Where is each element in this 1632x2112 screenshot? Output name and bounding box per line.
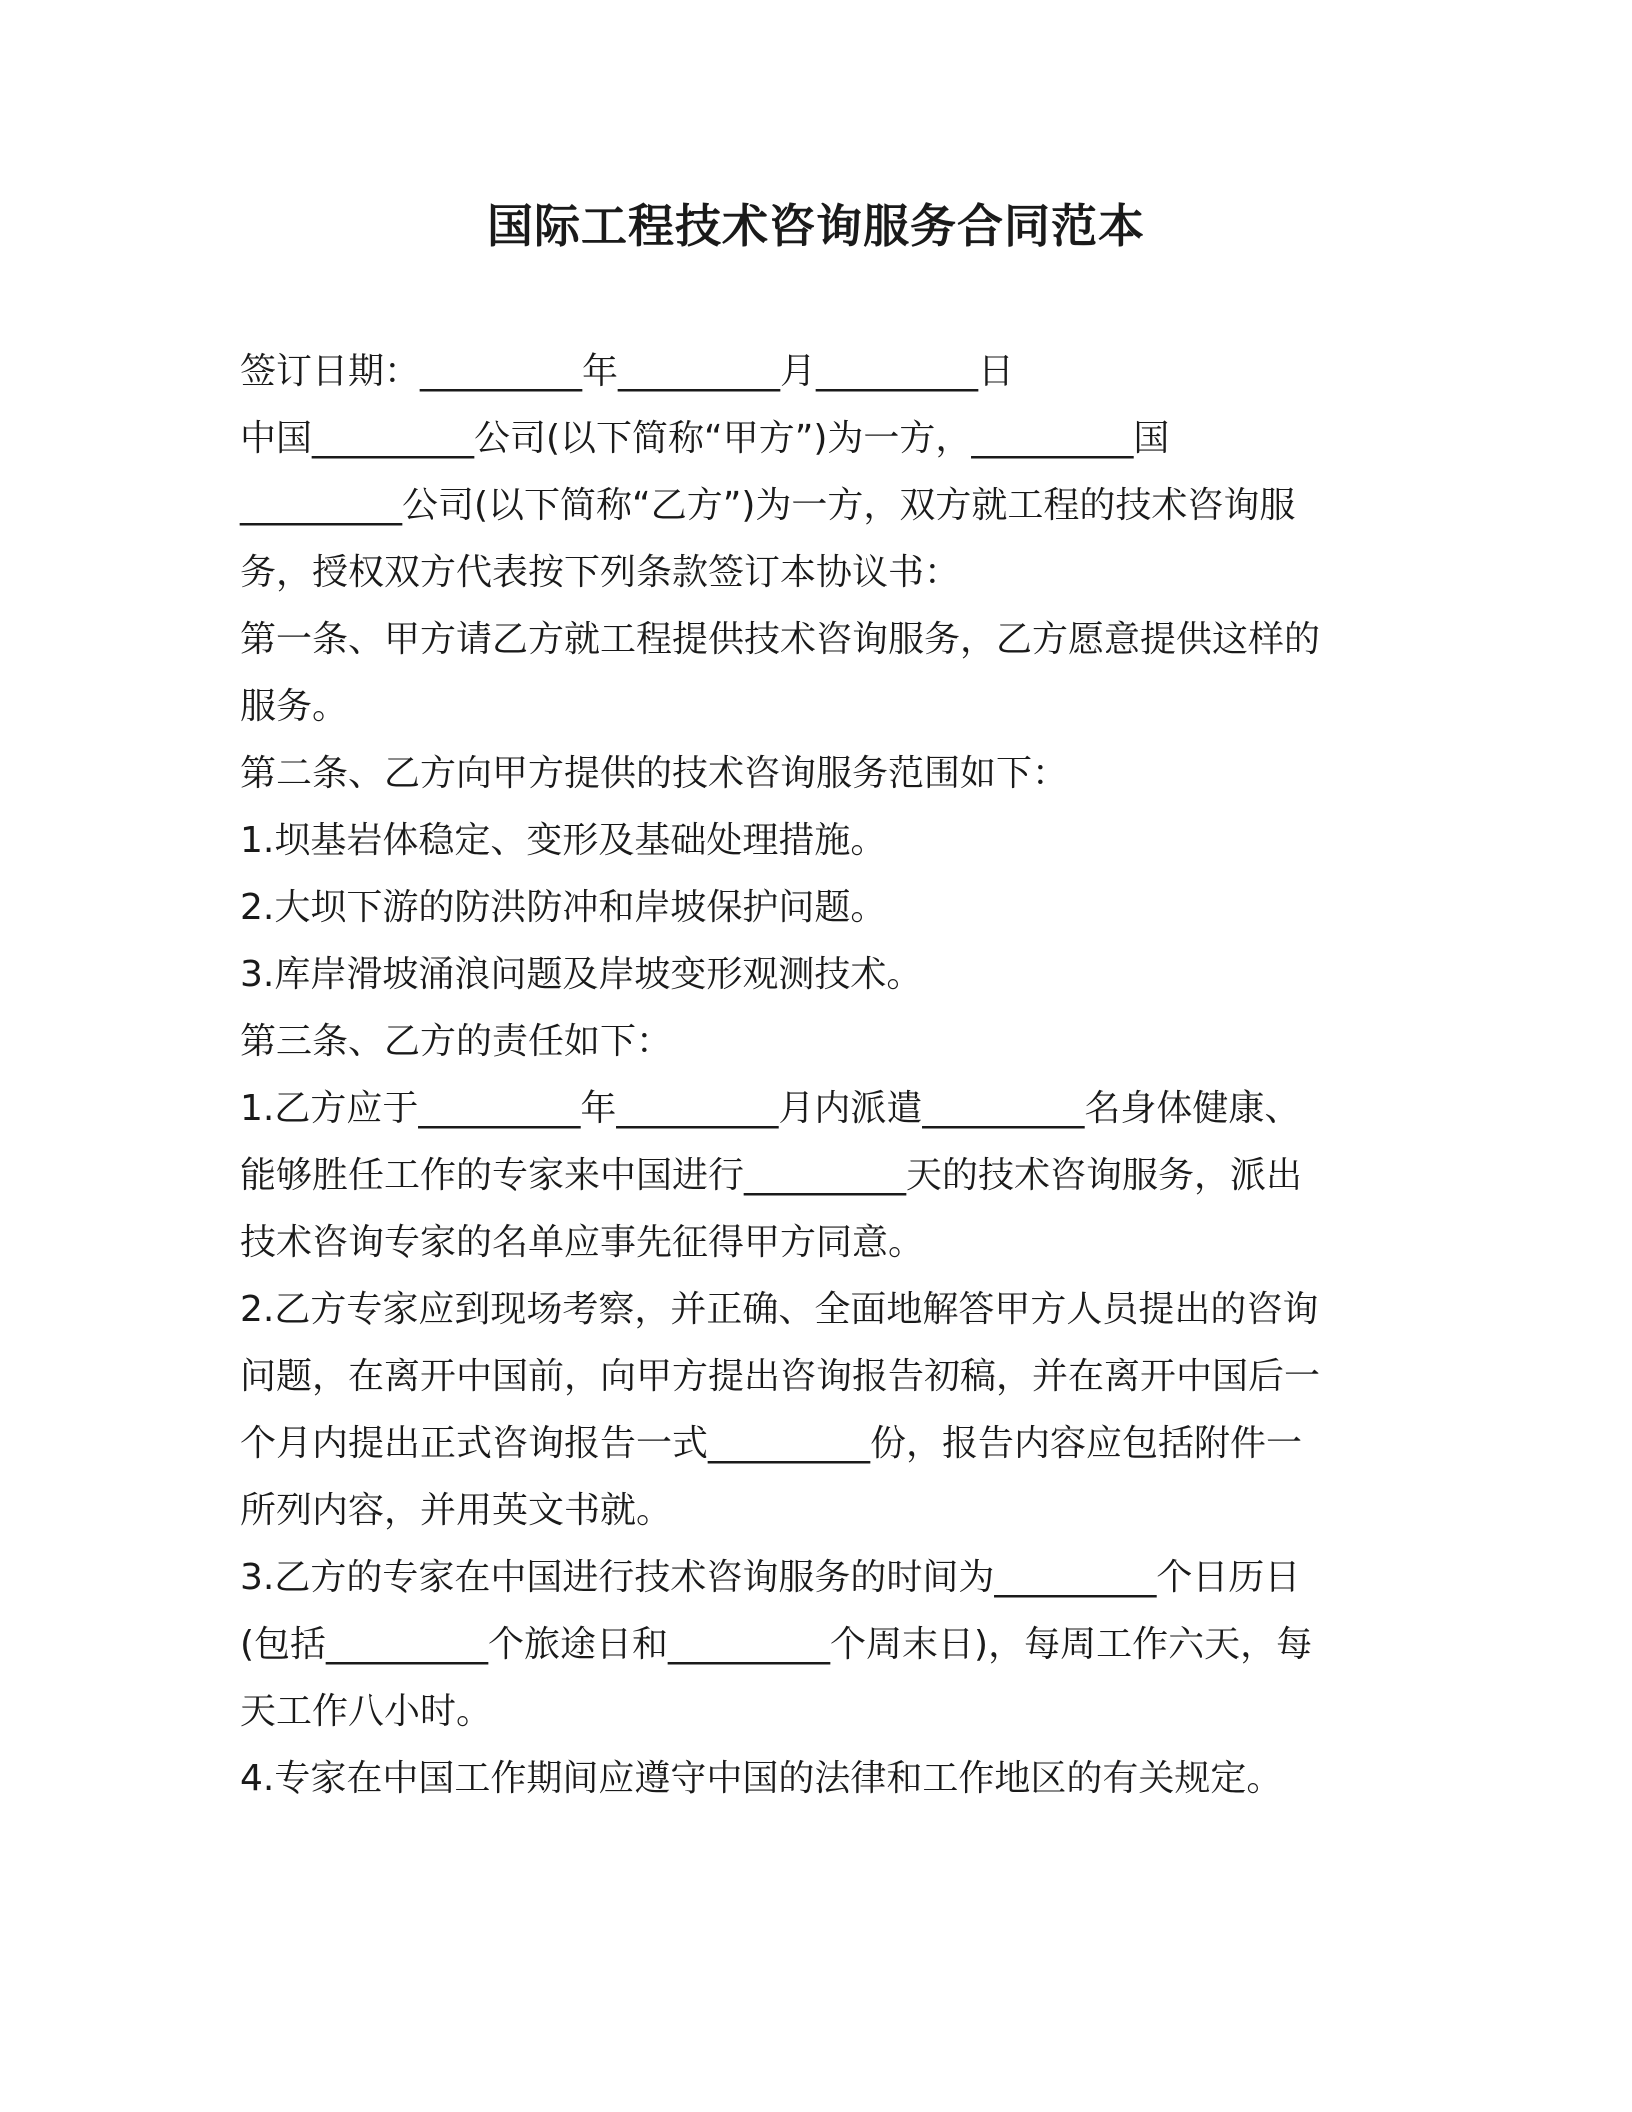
document-title: 国际工程技术咨询服务合同范本 [487,199,1145,253]
article-3-item-4: 4.专家在中国工作期间应遵守中国的法律和工作地区的有关规定。 [240,1758,1283,1799]
article-1-line-1: 第一条、甲方请乙方就工程提供技术咨询服务，乙方愿意提供这样的 [240,619,1321,660]
article-2-item-2: 2.大坝下游的防洪防冲和岸坡保护问题。 [240,887,887,928]
article-2-item-1: 1.坝基岩体稳定、变形及基础处理措施。 [240,820,887,861]
article-3-item-2-line-3: 个月内提出正式咨询报告一式_________份，报告内容应包括附件一 [240,1423,1303,1464]
article-3-item-1-line-3: 技术咨询专家的名单应事先征得甲方同意。 [240,1222,925,1263]
signing-date-line: 签订日期：_________年_________月_________日 [240,351,1015,392]
party-a-line: 中国_________公司(以下简称“甲方”)为一方，_________国 [240,418,1170,459]
article-3-item-2-line-2: 问题，在离开中国前，向甲方提出咨询报告初稿，并在离开中国后一 [240,1356,1321,1397]
article-3-item-3-line-1: 3.乙方的专家在中国进行技术咨询服务的时间为_________个日历日 [240,1557,1301,1598]
article-1-line-2: 服务。 [240,686,349,727]
party-b-line: _________公司(以下简称“乙方”)为一方，双方就工程的技术咨询服 [240,485,1296,526]
contract-body [240,338,1400,1812]
article-3-item-3-line-2: (包括_________个旅途日和_________个周末日)，每周工作六天，每 [240,1624,1313,1665]
article-3-item-3-line-3: 天工作八小时。 [240,1691,493,1732]
article-3-item-2-line-4: 所列内容，并用英文书就。 [240,1490,673,1531]
article-2-item-3: 3.库岸滑坡涌浪问题及岸坡变形观测技术。 [240,954,923,995]
article-2-heading: 第二条、乙方向甲方提供的技术咨询服务范围如下： [240,753,1069,794]
article-3-item-1-line-1: 1.乙方应于_________年_________月内派遣_________名身体健康、 [240,1088,1301,1129]
article-3-item-2-line-1: 2.乙方专家应到现场考察，并正确、全面地解答甲方人员提出的咨询 [240,1289,1319,1330]
intro-line: 务，授权双方代表按下列条款签订本协议书： [240,552,961,593]
article-3-item-1-line-2: 能够胜任工作的专家来中国进行_________天的技术咨询服务，派出 [240,1155,1303,1196]
article-3-heading: 第三条、乙方的责任如下： [240,1021,673,1062]
